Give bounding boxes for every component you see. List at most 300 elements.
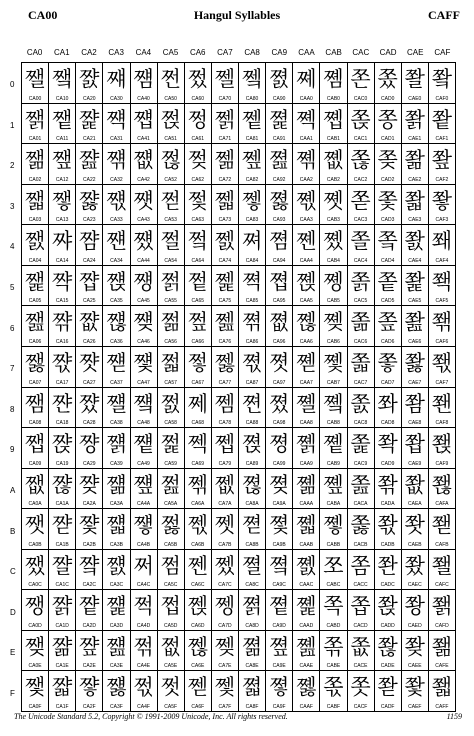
chart-cell [131,144,158,185]
code-point-label: CA6E [191,663,205,670]
syllable-glyph: 쨦 [79,310,100,335]
chart-cell [131,428,158,469]
chart-cell [375,225,402,266]
code-point-label: CA35 [110,298,123,305]
syllable-glyph: 쪔 [269,229,290,254]
syllable-glyph: 쪗 [269,350,290,375]
code-point-label: CAB8 [326,420,340,427]
syllable-glyph: 쨏 [24,675,46,700]
syllable-glyph: 쫆 [350,310,371,335]
code-point-label: CAEF [408,704,422,710]
code-point-label: CA24 [83,257,96,264]
chart-cell [348,63,375,104]
chart-cell [185,347,212,388]
syllable-glyph: 쪕 [269,269,290,294]
chart-cell [320,185,347,226]
chart-cell [185,671,212,712]
code-point-label: CA2A [82,501,96,508]
syllable-glyph: 쨮 [79,634,100,659]
code-point-label: CA27 [83,379,96,386]
chart-cell [76,306,103,347]
chart-cell [49,509,76,550]
syllable-glyph: 쫙 [377,432,398,457]
code-point-label: CA45 [137,298,150,305]
code-point-label: CA40 [137,95,150,102]
code-point-label: CABC [326,582,341,589]
syllable-glyph: 쫣 [404,188,425,213]
syllable-glyph: 쨋 [24,513,46,538]
chart-cell [239,428,266,469]
chart-cell [22,225,49,266]
chart-cell [22,347,49,388]
code-point-label: CA1D [55,622,69,629]
syllable-glyph: 쨍 [24,594,46,619]
syllable-glyph: 쩘 [160,391,181,416]
chart-cell [429,428,456,469]
syllable-glyph: 쪥 [296,269,317,294]
syllable-glyph: 쪈 [241,391,263,416]
code-point-label: CA65 [191,298,205,305]
chart-cell [131,631,158,672]
syllable-glyph: 쨾 [106,634,127,659]
syllable-glyph: 쩓 [160,188,181,213]
chart-cell [348,590,375,631]
column-header: CAA [298,48,315,57]
column-header: CAB [325,48,342,57]
syllable-glyph: 쩸 [214,391,236,416]
syllable-glyph: 쪐 [269,67,290,91]
chart-cell [293,306,320,347]
code-point-label: CA1E [55,663,69,670]
code-point-label: CAB4 [326,257,340,264]
code-point-label: CAEE [408,663,422,670]
syllable-glyph: 쩭 [187,594,208,619]
row-header: 8 [10,404,15,414]
syllable-glyph: 쫃 [350,188,371,213]
syllable-glyph: 쪚 [269,472,290,497]
chart-cell [185,550,212,591]
code-point-label: CACA [353,501,368,508]
syllable-glyph: 쨺 [106,472,127,497]
code-point-label: CAE7 [408,379,422,386]
code-point-label: CAC1 [353,136,368,143]
syllable-glyph: 쫜 [377,553,398,578]
code-point-label: CABB [326,541,341,548]
syllable-glyph: 쫈 [350,391,371,416]
code-point-label: CA67 [191,379,205,386]
syllable-glyph: 쨎 [24,634,46,659]
chart-cell [239,185,266,226]
column-header: CA8 [244,48,260,57]
chart-cell [375,550,402,591]
row-header: F [10,688,15,698]
syllable-glyph: 쫦 [404,310,425,335]
code-point-label: CA54 [164,257,177,264]
code-point-label: CA86 [245,338,259,345]
code-point-label: CA18 [55,420,69,427]
syllable-glyph: 쩋 [133,513,154,538]
syllable-glyph: 쨠 [79,67,100,91]
code-point-label: CA3B [109,541,123,548]
syllable-glyph: 쨄 [24,229,46,254]
syllable-glyph: 쨪 [79,472,100,497]
chart-cell [320,388,347,429]
syllable-glyph: 쨡 [79,107,100,132]
syllable-glyph: 쪹 [323,432,344,457]
chart-cell [158,266,185,307]
code-point-label: CAD2 [381,176,395,183]
syllable-glyph: 쨆 [24,310,46,335]
code-point-label: CAC5 [353,298,368,305]
code-point-label: CA8D [245,622,259,629]
chart-cell [429,63,456,104]
code-point-label: CA7A [218,501,232,508]
syllable-glyph: 쩵 [214,269,236,294]
chart-cell [375,509,402,550]
chart-cell [293,225,320,266]
chart-cell [375,185,402,226]
chart-cell [158,388,185,429]
chart-cell [320,347,347,388]
code-point-label: CA8B [245,541,259,548]
code-point-label: CA30 [110,95,123,102]
syllable-glyph: 쫹 [431,432,453,457]
chart-cell [348,306,375,347]
syllable-glyph: 쨇 [24,350,46,375]
code-point-label: CA9F [272,704,286,710]
syllable-glyph: 쩐 [160,67,181,91]
syllable-glyph: 쫽 [431,594,453,619]
code-point-label: CADF [380,704,395,710]
code-point-label: CA20 [83,95,96,102]
code-point-label: CA6F [191,704,205,710]
chart-cell [76,469,103,510]
syllable-glyph: 쨛 [52,513,73,538]
row-header: 4 [10,242,15,252]
code-point-label: CA66 [191,338,205,345]
syllable-glyph: 쫖 [377,310,398,335]
chart-cell [293,347,320,388]
chart-cell [76,428,103,469]
chart-cell [49,631,76,672]
code-point-label: CAC3 [353,217,368,224]
syllable-glyph: 쨭 [79,594,100,619]
code-point-label: CAE9 [408,460,422,467]
code-point-label: CA84 [245,257,259,264]
code-point-label: CA42 [137,176,150,183]
chart-cell [22,550,49,591]
chart-cell [49,550,76,591]
code-point-label: CAB5 [326,298,340,305]
chart-cell [266,631,293,672]
syllable-glyph: 쫻 [431,513,453,538]
syllable-glyph: 쫑 [377,107,398,132]
code-point-label: CAC6 [353,338,368,345]
code-point-label: CAFB [435,541,449,548]
code-point-label: CA8C [245,582,259,589]
chart-cell [402,671,429,712]
syllable-glyph: 쩥 [187,269,208,294]
code-point-label: CAF3 [435,217,449,224]
chart-cell [429,104,456,145]
row-header: 7 [10,364,15,374]
syllable-glyph: 쫲 [431,148,453,173]
syllable-glyph: 쩁 [133,107,154,132]
chart-cell [185,388,212,429]
chart-cell [131,225,158,266]
syllable-glyph: 쫌 [350,553,371,578]
syllable-glyph: 쪁 [241,107,263,132]
code-point-label: CAFD [435,622,449,629]
code-point-label: CA8A [245,501,259,508]
chart-cell [103,104,130,145]
code-point-label: CA19 [55,460,69,467]
chart-cell [185,469,212,510]
syllable-glyph: 쫔 [377,229,398,254]
code-point-label: CA92 [272,176,286,183]
code-point-label: CADE [380,663,395,670]
syllable-glyph: 쫒 [377,148,398,173]
syllable-glyph: 쨢 [79,148,100,173]
chart-cell [49,347,76,388]
syllable-glyph: 쪯 [296,675,317,700]
syllable-glyph: 쫚 [377,472,398,497]
code-point-label: CA82 [245,176,259,183]
code-point-label: CA25 [83,298,96,305]
chart-cell [158,347,185,388]
code-point-label: CA33 [110,217,123,224]
code-point-label: CAB2 [326,176,340,183]
code-point-label: CA1A [55,501,69,508]
syllable-glyph: 쩤 [187,229,208,254]
syllable-glyph: 쫥 [404,269,425,294]
syllable-glyph: 쩰 [214,67,236,91]
syllable-glyph: 쩮 [187,634,208,659]
code-point-label: CAFA [435,501,449,508]
code-point-label: CAB1 [326,136,340,143]
chart-cell [76,550,103,591]
chart-cell [212,185,239,226]
syllable-glyph: 쨬 [79,553,100,578]
range-start: CA00 [28,8,58,22]
chart-cell [158,225,185,266]
code-point-label: CACE [353,663,368,670]
chart-cell [429,225,456,266]
code-point-label: CA4C [136,582,151,589]
syllable-glyph: 쨀 [24,67,46,91]
code-point-label: CA58 [164,420,177,427]
column-header: CA4 [135,48,152,57]
chart-cell [239,469,266,510]
syllable-glyph: 쨝 [52,594,73,619]
syllable-glyph: 쨩 [79,432,100,457]
chart-cell [158,550,185,591]
chart-cell [429,590,456,631]
code-point-label: CAD8 [381,420,395,427]
syllable-glyph: 쨫 [79,513,100,538]
chart-cell [185,509,212,550]
chart-cell [266,225,293,266]
syllable-glyph: 쫄 [350,229,371,254]
syllable-glyph: 쩳 [214,188,236,213]
chart-cell [103,266,130,307]
syllable-glyph: 쫘 [377,391,398,416]
syllable-glyph: 쩆 [133,310,154,335]
chart-cell [348,347,375,388]
chart-cell [293,185,320,226]
code-point-label: CA61 [191,136,205,143]
code-point-label: CA8E [245,663,259,670]
code-point-label: CA7E [218,663,232,670]
row-header: 9 [10,445,15,455]
chart-cell [212,104,239,145]
column-header: CAD [379,48,397,57]
chart-cell [429,306,456,347]
chart-cell [239,144,266,185]
code-point-label: CAEA [408,501,422,508]
syllable-glyph: 쩯 [187,675,208,700]
code-point-label: CA6B [191,541,205,548]
code-point-label: CAD9 [381,460,395,467]
code-point-label: CA74 [218,257,232,264]
row-header: E [10,648,16,658]
syllable-glyph: 쨶 [106,310,127,335]
chart-cell [185,104,212,145]
chart-cell [348,469,375,510]
syllable-glyph: 쫧 [404,350,425,375]
syllable-glyph: 쨓 [52,188,73,213]
code-point-label: CAFE [435,663,449,670]
syllable-glyph: 쫅 [350,269,371,294]
syllable-glyph: 쩱 [214,107,236,132]
code-point-label: CA6A [191,501,205,508]
chart-cell [293,266,320,307]
code-point-label: CA76 [218,338,232,345]
code-point-label: CA22 [83,176,96,183]
chart-cell [375,590,402,631]
chart-cell [293,509,320,550]
chart-cell [212,509,239,550]
syllable-glyph: 쩣 [187,188,208,213]
code-point-label: CA97 [272,379,286,386]
code-point-label: CA09 [28,460,42,467]
chart-cell [348,388,375,429]
code-point-label: CA87 [245,379,259,386]
chart-cell [49,469,76,510]
code-point-label: CA0B [28,541,42,548]
chart-cell [158,185,185,226]
syllable-glyph: 쪣 [296,188,317,213]
chart-cell [266,671,293,712]
chart-cell [103,590,130,631]
syllable-glyph: 쨃 [24,188,46,213]
code-point-label: CA62 [191,176,205,183]
code-point-label: CA37 [110,379,123,386]
syllable-glyph: 쫍 [350,594,371,619]
code-point-label: CA29 [83,460,96,467]
syllable-glyph: 쫾 [431,634,453,659]
code-point-label: CA3F [110,704,123,710]
code-point-label: CA47 [137,379,150,386]
code-point-label: CAB0 [326,95,340,102]
row-header: 3 [10,201,15,211]
chart-cell [348,225,375,266]
syllable-glyph: 쪜 [269,553,290,578]
chart-cell [429,671,456,712]
chart-cell [212,306,239,347]
syllable-glyph: 쪭 [296,594,317,619]
code-point-label: CAEB [408,541,422,548]
code-point-label: CA3E [109,663,123,670]
code-point-label: CA0E [28,663,42,670]
syllable-glyph: 쫎 [350,634,371,659]
syllable-glyph: 쫢 [404,148,425,173]
code-point-label: CA80 [245,95,259,102]
syllable-glyph: 쩕 [160,269,181,294]
chart-cell [158,509,185,550]
syllable-glyph: 쪙 [269,432,290,457]
chart-cell [131,347,158,388]
syllable-glyph: 쩌 [133,553,154,578]
chart-cell [212,631,239,672]
chart-cell [158,671,185,712]
chart-cell [320,671,347,712]
syllable-glyph: 쨵 [106,269,127,294]
syllable-glyph: 쫵 [431,269,453,294]
chart-cell [103,509,130,550]
chart-cell [293,550,320,591]
syllable-glyph: 쨜 [52,553,73,578]
code-point-label: CA99 [272,460,286,467]
syllable-glyph: 쪵 [323,269,344,294]
code-point-label: CAAF [299,704,313,710]
chart-cell [320,550,347,591]
chart-cell [158,306,185,347]
chart-cell [429,144,456,185]
chart-cell [348,631,375,672]
chart-cell [429,266,456,307]
syllable-glyph: 쨳 [106,188,127,213]
code-point-label: CA64 [191,257,205,264]
range-end: CAFF [428,8,460,22]
chart-cell [402,428,429,469]
syllable-glyph: 쨯 [79,675,100,700]
syllable-glyph: 쪒 [269,148,290,173]
chart-cell [103,63,130,104]
syllable-glyph: 쫼 [431,553,453,578]
code-point-label: CACC [353,582,368,589]
row-header: A [10,485,16,495]
syllable-glyph: 쪉 [241,432,263,457]
chart-cell [76,104,103,145]
chart-cell [49,225,76,266]
chart-cell [103,185,130,226]
code-point-label: CA23 [83,217,96,224]
chart-cell [212,469,239,510]
syllable-glyph: 쪳 [323,188,344,213]
syllable-glyph: 쪖 [269,310,290,335]
syllable-glyph: 쩹 [214,432,236,457]
code-point-label: CABD [326,622,341,629]
syllable-glyph: 쩃 [133,188,154,213]
syllable-glyph: 쫨 [404,391,425,416]
code-point-label: CA13 [55,217,69,224]
chart-cell [158,104,185,145]
syllable-glyph: 쨙 [52,432,73,457]
code-point-label: CA8F [245,704,259,710]
chart-cell [212,347,239,388]
syllable-glyph: 쪪 [296,472,317,497]
